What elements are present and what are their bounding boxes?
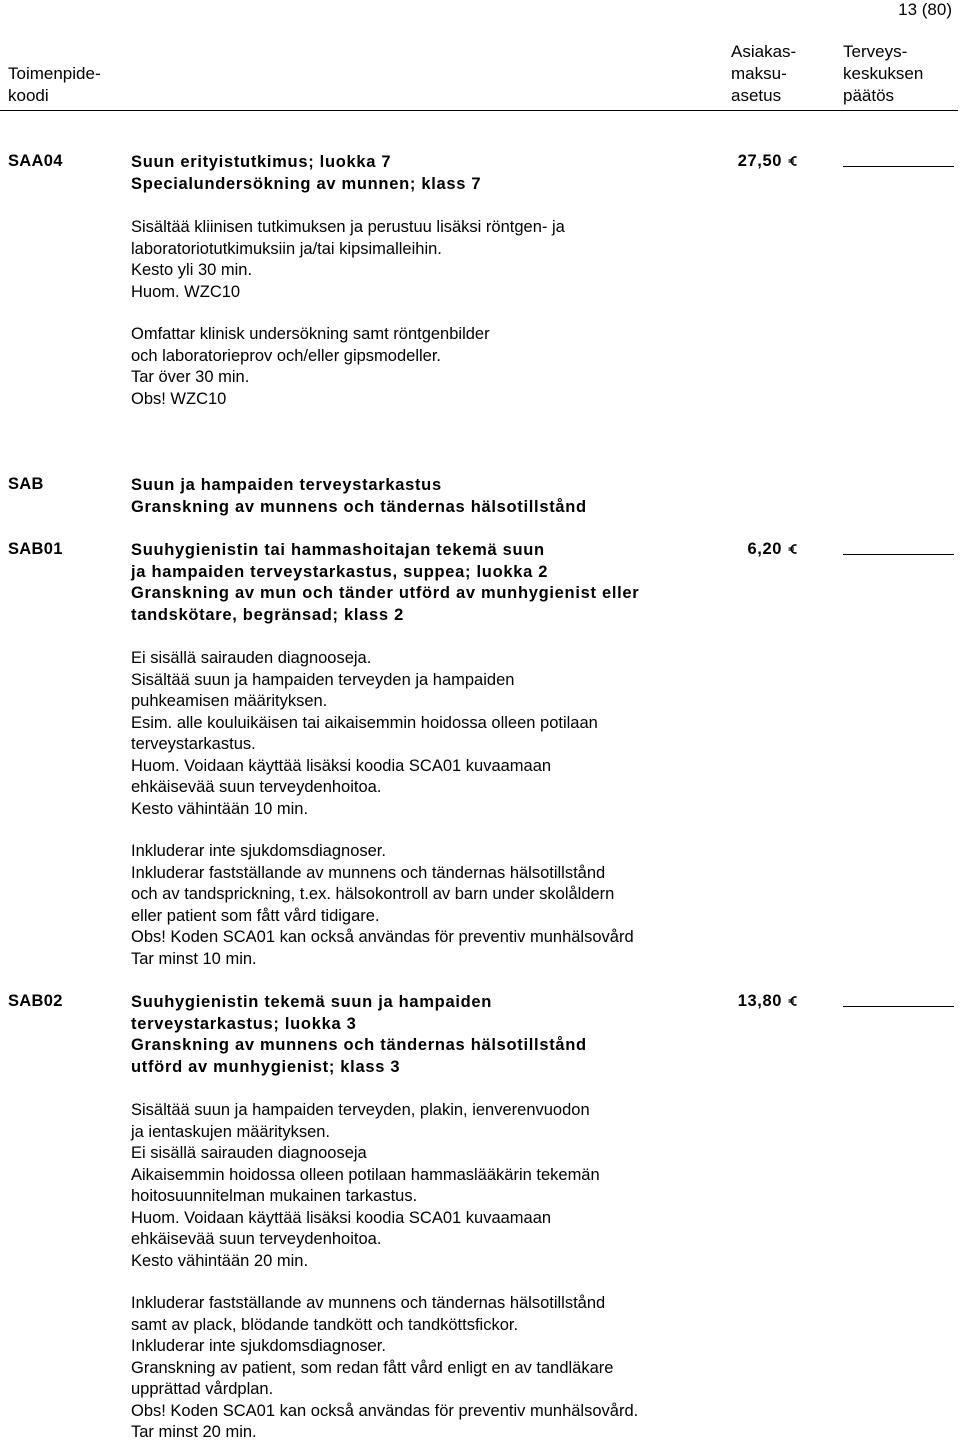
finnish-description: Sisältää kliinisen tutkimuksen ja perustuu lisäksi röntgen- ja laboratoriotutkimuksiin ja/tai kipsimalleihin. Kesto yli 30 min. Huom. WZC10 [131, 218, 565, 301]
euro-icon [788, 544, 798, 554]
swedish-description: Inkluderar fastställande av munnens och tändernas hälsotillstånd samt av plack, blödande tandkött och tandköttsfickor. Inkluderar inte sjukdomsdiagnoser. Granskning av patient, som redan fått vård enligt en av tandläkare upprättad vårdplan. Obs! Koden SCA01 kan också användas för preventiv munhälsovård. Tar minst 20 min. [131, 1294, 639, 1441]
procedure-title: Suuhygienistin tai hammashoitajan tekemä suun ja hampaiden terveystarkastus, suppea; luokka 2 Granskning av mun och tänder utförd av munhygienist eller tandskötare, begränsad; klass 2 [131, 541, 640, 624]
procedure-code: SAB02 [8, 992, 63, 1010]
page-number: 13 (80) [898, 0, 952, 19]
header-code-label: Toimenpide- koodi [8, 64, 101, 105]
fee-value: 27,50 [738, 152, 798, 171]
header-decision-label: Terveys- keskuksen päätös [843, 42, 924, 105]
swedish-description: Inkluderar inte sjukdomsdiagnoser. Inkluderar fastställande av munnens och tändernas hälsotillstånd och av tandsprickning, t.ex. hälsokontroll av barn under skolåldern eller patient som fått vård tidigare. Obs! Koden SCA01 kan också användas för preventiv munhälsovård Tar minst 10 min. [131, 842, 634, 968]
procedure-code: SAA04 [8, 152, 63, 170]
euro-icon [788, 156, 798, 166]
decision-signature-line [843, 166, 954, 167]
finnish-description: Sisältää suun ja hampaiden terveyden, plakin, ienverenvuodon ja ientaskujen määrityksen. Ei sisällä sairauden diagnooseja Aikaisemmin hoidossa olleen potilaan hammaslääkärin tekemän hoitosuunnitelman mukainen tarkastus. Huom. Voidaan käyttää lisäksi koodia SCA01 kuvaamaan ehkäisevää suun terveydenhoitoa. Kesto vähintään 20 min. [131, 1101, 600, 1270]
header-fee-label: Asiakas- maksu- asetus [731, 42, 797, 105]
fee-value: 13,80 [738, 992, 798, 1011]
fee-value: 6,20 [747, 540, 798, 559]
procedure-title: Suun erityistutkimus; luokka 7 Specialundersökning av munnen; klass 7 [131, 153, 482, 193]
procedure-code: SAB01 [8, 540, 63, 558]
procedure-title: Suuhygienistin tekemä suun ja hampaiden terveystarkastus; luokka 3 Granskning av munnens och tändernas hälsotillstånd utförd av munhygienist; klass 3 [131, 993, 587, 1076]
procedure-title: Suun ja hampaiden terveystarkastus Granskning av munnens och tändernas hälsotillstånd [131, 476, 587, 516]
finnish-description: Ei sisällä sairauden diagnooseja. Sisältää suun ja hampaiden terveyden ja hampaiden puhkeamisen määrityksen. Esim. alle kouluikäisen tai aikaisemmin hoidossa olleen potilaan terveystarkastus. Huom. Voidaan käyttää lisäksi koodia SCA01 kuvaamaan ehkäisevää suun terveydenhoitoa. Kesto vähintään 10 min. [131, 649, 598, 818]
euro-icon [788, 996, 798, 1006]
swedish-description: Omfattar klinisk undersökning samt röntgenbilder och laboratorieprov och/eller gipsmodeller. Tar över 30 min. Obs! WZC10 [131, 325, 490, 408]
header-rule [0, 110, 958, 111]
decision-signature-line [843, 1006, 954, 1007]
decision-signature-line [843, 554, 954, 555]
procedure-code: SAB [8, 475, 44, 493]
